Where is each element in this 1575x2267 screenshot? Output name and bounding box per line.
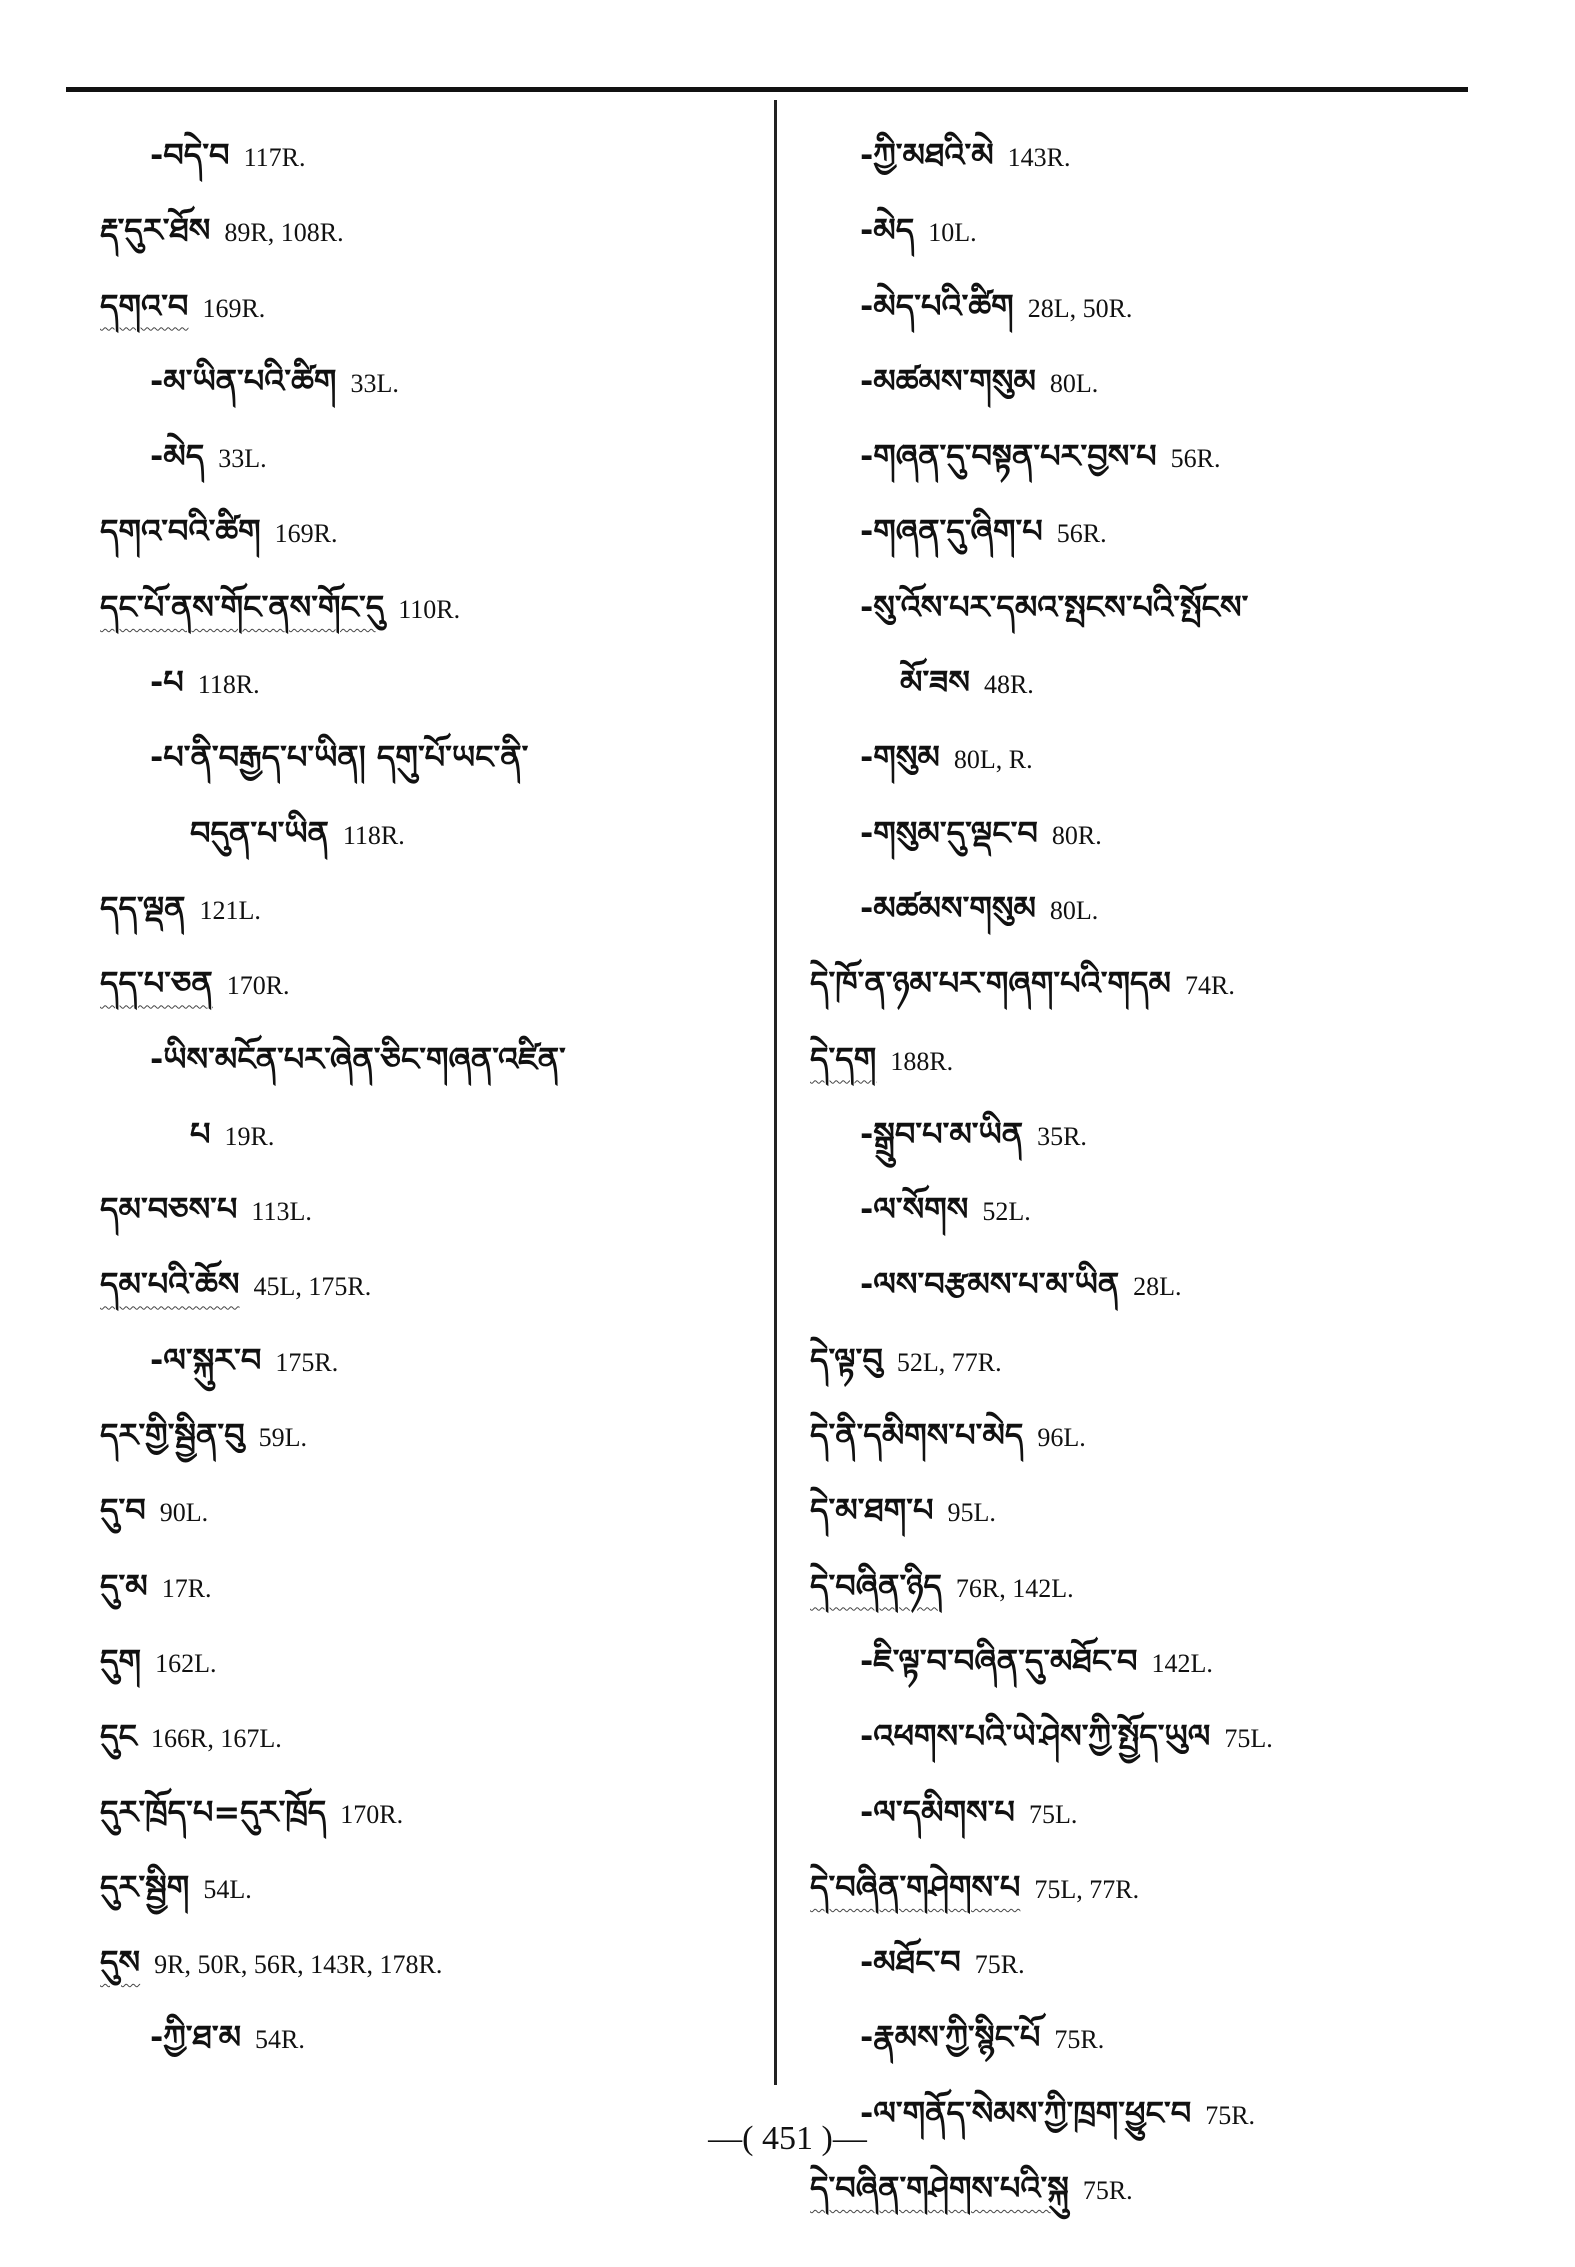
index-entry [810,1247,1470,1322]
index-entry [810,1097,1470,1172]
index-entry [810,494,1470,569]
entry-term: དར་གྱི་སྦྱིན་བུ [100,1416,245,1455]
index-entry [810,1549,1470,1624]
entry-page-reference: 28L, 50R. [1027,293,1133,323]
entry-page-reference: 170R. [340,1799,404,1829]
entry-term: -མཐོང་བ [860,1943,961,1982]
entry-term: དུང [100,1717,137,1756]
entry-term: དུར་སྦྱིག [100,1867,190,1906]
entry-term: -ཀྱི་ཐ་མ [150,2018,242,2057]
entry-term: -པ [150,663,184,702]
entry-page-reference: 75R. [1205,2100,1256,2130]
entry-page-reference: 75L. [1224,1724,1273,1754]
index-entry [810,2151,1470,2226]
entry-page-reference: 56R. [1056,519,1107,549]
entry-page-reference: 52L. [982,1197,1031,1227]
entry-term: དེ་ཁོ་ན་ཉམ་པར་གཞག་པའི་གདམ [810,964,1171,1003]
index-entry [100,1850,760,1925]
entry-term: དུ་མ [100,1566,148,1605]
entry-page-reference: 96L. [1037,1423,1086,1453]
index-entry [100,871,760,946]
entry-page-reference: 169R. [274,519,338,549]
index-entry [810,570,1470,645]
entry-page-reference: 17R. [161,1573,212,1603]
index-entry [810,871,1470,946]
entry-term: -མེད [150,437,205,476]
entry-page-reference: 75L, 77R. [1034,1874,1140,1904]
entry-term: དད་པ་ཅན [100,964,213,1003]
index-entry [100,1097,760,1172]
index-entry [810,269,1470,344]
entry-page-reference: 170R. [226,971,290,1001]
index-entry [810,796,1470,871]
entry-page-reference: 56R. [1170,444,1221,474]
index-entry [100,570,760,645]
index-entry [810,946,1470,1021]
index-entry [810,1398,1470,1473]
index-entry [100,1775,760,1850]
index-entry [810,1775,1470,1850]
entry-page-reference: 45L, 175R. [253,1272,372,1302]
entry-term: -ལ་སོགས [860,1190,969,1229]
index-entry [100,796,760,871]
entry-page-reference: 90L. [159,1498,209,1528]
entry-page-reference: 54R. [255,2025,305,2055]
index-entry [810,344,1470,419]
entry-page-reference: 76R, 142L. [955,1573,1074,1603]
entry-term: -ཇི་ལྟ་བ་བཞིན་དུ་མཐོང་བ [860,1641,1138,1680]
entry-page-reference: 33L. [218,444,267,474]
entry-term: དགའ་བ [100,286,189,325]
entry-term: -མཚམས་གསུམ [860,361,1036,400]
entry-term: དེ་ལྟ་བུ [810,1340,883,1379]
entry-term: -ལ་སྐུར་བ [150,1340,262,1379]
index-entry [810,1699,1470,1774]
entry-page-reference: 118R. [197,670,260,700]
entry-page-reference: 143R. [1007,143,1071,172]
index-entry [100,645,760,720]
page-number: —( 451 )— [708,2120,867,2157]
index-entry [100,1398,760,1473]
index-entry [810,419,1470,494]
index-entry [100,2000,760,2075]
entry-page-reference: 19R. [224,1121,275,1151]
entry-term: དགའ་བའི་ཚིག [100,512,261,551]
index-entry [810,2000,1470,2075]
index-entry [100,344,760,419]
entry-page-reference: 80L, R. [953,745,1033,775]
entry-page-reference: 117R. [243,143,306,172]
entry-term: -ཡིས་མངོན་པར་ཞེན་ཅིང་གཞན་འཛིན་ [150,1039,566,1078]
entry-term: -པ་ནི་བརྒྱད་པ་ཡིན། དགུ་པོ་ཡང་ནི་ [150,738,529,777]
entry-term: དད་ལྡན [100,888,186,927]
entry-term: དང་པོ་ནས་གོང་ནས་གོང་དུ [100,587,385,626]
entry-term: -སུ་འོས་པར་དམའ་སྤངས་པའི་སྤོངས་ [860,587,1249,626]
entry-page-reference: 48R. [983,670,1034,700]
entry-page-reference: 35R. [1037,1121,1087,1151]
entry-term: དུ་བ [100,1491,146,1530]
entry-term: -འཕགས་པའི་ཡེ་ཤེས་ཀྱི་སྤྱོད་ཡུལ [860,1717,1211,1756]
entry-page-reference: 80L. [1049,895,1099,925]
entry-page-reference: 75R. [1082,2176,1133,2206]
entry-term: དམ་པའི་ཆོས [100,1265,240,1304]
entry-term: -ཀྱི་མཐའི་མེ [860,136,994,174]
entry-term: དེ་བཞིན་གཤེགས་པ [810,1867,1021,1906]
entry-term: དུས [100,1943,141,1982]
entry-term: -གསུམ་དུ་ལྡང་བ [860,813,1038,852]
entry-page-reference: 110R. [398,594,461,624]
column-divider [774,100,777,2085]
index-entry [100,1624,760,1699]
entry-page-reference: 74R. [1185,971,1235,1001]
entry-page-reference: 54L. [203,1874,252,1904]
index-entry [810,193,1470,268]
entry-term: དུར་ཁྲོད་པ=དུར་ཁྲོད [100,1792,327,1831]
entry-page-reference: 188R. [890,1046,954,1076]
entry-page-reference: 33L. [350,368,399,398]
index-entry [810,720,1470,795]
entry-page-reference: 28L. [1133,1272,1182,1302]
entry-page-reference: 9R, 50R, 56R, 143R, 178R. [154,1950,443,1980]
index-entry [100,1247,760,1322]
entry-term: བདུན་པ་ཡིན [190,813,329,852]
entry-page-reference: 175R. [275,1347,339,1377]
entry-term: དམ་བཅས་པ [100,1190,238,1229]
entry-term: མོ་ཟས [900,663,970,702]
index-entry [100,720,760,795]
entry-page-reference: 59L. [258,1423,307,1453]
entry-term: དེ་བཞིན་གཤེགས་པའི་སྐུ [810,2169,1069,2208]
entry-term: -མེད་པའི་ཚིག [860,286,1014,325]
index-entry [100,1172,760,1247]
entry-page-reference: 169R. [202,293,266,323]
entry-page-reference: 95L. [947,1498,996,1528]
entry-page-reference: 166R, 167L. [151,1724,282,1754]
entry-page-reference: 75R. [974,1950,1025,1980]
index-entry [810,1473,1470,1548]
entry-page-reference: 80R. [1051,820,1102,850]
entry-page-reference: 52L, 77R. [896,1347,1002,1377]
index-entry [100,1699,760,1774]
index-entry [100,1473,760,1548]
top-rule [66,87,1468,92]
entry-page-reference: 118R. [342,820,405,850]
entry-term: -མེད [860,211,915,250]
index-entry [810,1323,1470,1398]
index-entry [100,419,760,494]
entry-term: རྡ་དུར་ཐོས [100,211,211,250]
entry-term: -སྒྲུབ་པ་མ་ཡིན [860,1114,1024,1153]
index-entry [100,946,760,1021]
entry-term: -གཞན་དུ་ཞིག་པ [860,512,1043,551]
index-entry [100,1323,760,1398]
entry-term: -མཚམས་གསུམ [860,888,1036,927]
left-column [100,118,760,2076]
index-entry [810,645,1470,720]
entry-term: དེ་དག [810,1039,877,1078]
entry-term: -ལས་བརྩམས་པ་མ་ཡིན [860,1265,1120,1304]
index-entry [810,1172,1470,1247]
entry-term: -གསུམ [860,738,940,777]
entry-term: -ལ་དམིགས་པ [860,1792,1015,1831]
entry-page-reference: 121L. [199,895,261,925]
index-entry [810,1624,1470,1699]
entry-term: དེ་མ་ཐག་པ [810,1491,934,1530]
entry-page-reference: 75R. [1054,2025,1105,2055]
index-entry [100,1022,760,1097]
index-entry [810,118,1470,193]
entry-page-reference: 80L. [1049,368,1099,398]
index-entry [100,118,760,193]
entry-page-reference: 75L. [1028,1799,1078,1829]
entry-page-reference: 89R, 108R. [224,218,344,248]
index-entry [100,494,760,569]
entry-term: པ [190,1114,211,1153]
index-entry [100,1549,760,1624]
index-entry [810,1925,1470,2000]
entry-page-reference: 162L. [155,1648,217,1678]
entry-term: -མ་ཡིན་པའི་ཚིག [150,361,337,400]
index-entry [100,1925,760,2000]
entry-term: དེ་ནི་དམིགས་པ་མེད [810,1416,1024,1455]
index-entry [100,269,760,344]
index-entry [810,1850,1470,1925]
entry-page-reference: 113L. [251,1197,312,1227]
entry-term: -ལ་གནོད་སེམས་ཀྱི་ཁྲག་ཕྱུང་བ [860,2093,1192,2132]
entry-term: -རྣམས་ཀྱི་སྙིང་པོ [860,2018,1041,2057]
entry-term: -གཞན་དུ་བསྟན་པར་བྱས་པ [860,437,1157,476]
index-entry [100,193,760,268]
entry-term: དེ་བཞིན་ཉིད [810,1566,942,1605]
right-column [810,118,1470,2226]
entry-page-reference: 142L. [1151,1648,1213,1678]
entry-term: -བདེ་བ [150,136,230,174]
entry-term: དུག [100,1641,142,1680]
index-entry [810,1022,1470,1097]
entry-page-reference: 10L. [928,218,977,248]
